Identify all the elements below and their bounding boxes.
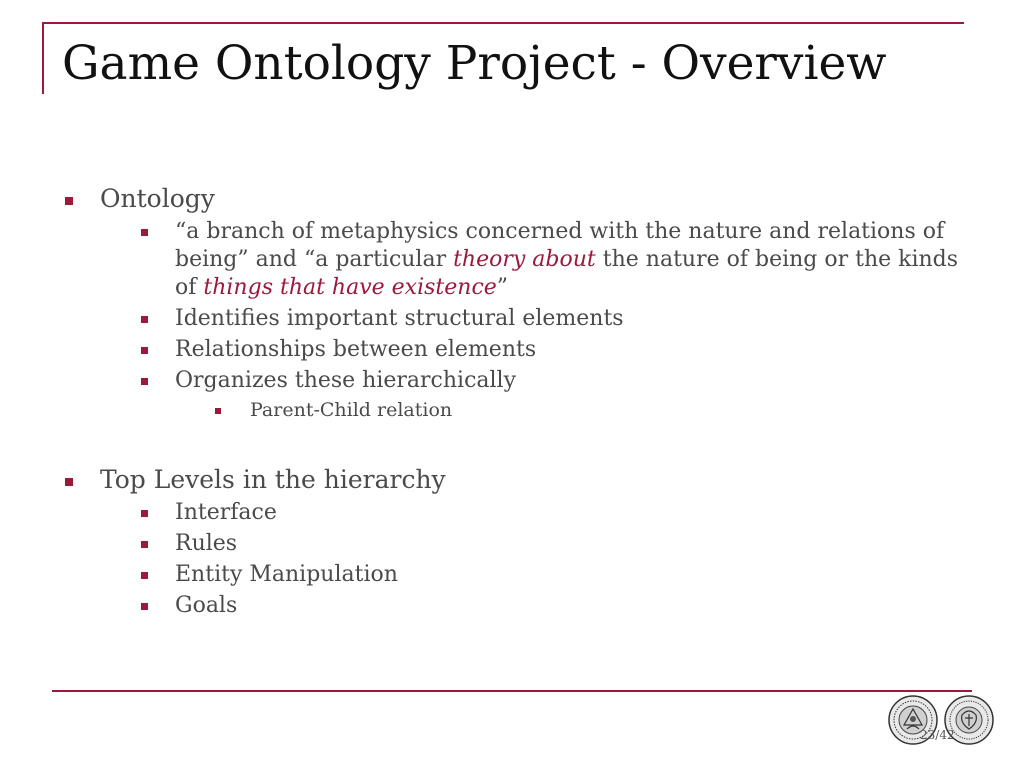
bullet-text: Entity Manipulation: [175, 562, 398, 587]
sub-bullet: [138, 218, 960, 302]
sub-bullet: [138, 367, 960, 423]
bullet-text: Identifies important structural elements: [175, 306, 624, 331]
bullet-text: “a branch of metaphysics concerned with the nature and relations of being” and “a particular: [175, 219, 945, 272]
left-rule: [42, 22, 44, 94]
sub-bullet: [138, 530, 960, 558]
section-label: Ontology: [100, 184, 215, 213]
bullet-text: the nature of being or the kinds of: [175, 247, 959, 300]
sub-bullet: [138, 305, 960, 333]
sub-bullet: [138, 336, 960, 364]
section-bullet: [62, 182, 962, 423]
slide-title: Game Ontology Project - Overview: [62, 36, 887, 91]
section-label: Top Levels in the hierarchy: [100, 465, 446, 494]
bullet-text: Rules: [175, 531, 238, 556]
sub-bullet: [138, 561, 960, 589]
bullet-text: Relationships between elements: [175, 337, 537, 362]
page-number: 23/42: [920, 728, 955, 742]
sub-sub-bullet: Parent-Child relation: [212, 398, 960, 423]
bullet-text: Interface: [175, 500, 277, 525]
sub-bullet: [138, 592, 960, 620]
top-rule: [42, 22, 964, 24]
bullet-list: [62, 182, 962, 620]
emphasized-text: things that have existence: [203, 275, 497, 300]
section-bullet: [62, 463, 962, 620]
bottom-rule: [52, 690, 972, 692]
bullet-text: Organizes these hierarchically: [175, 368, 517, 393]
bullet-text: Goals: [175, 593, 238, 618]
sub-bullet: [138, 499, 960, 527]
bullet-text: ”: [496, 275, 509, 300]
emphasized-text: theory about: [453, 247, 596, 272]
